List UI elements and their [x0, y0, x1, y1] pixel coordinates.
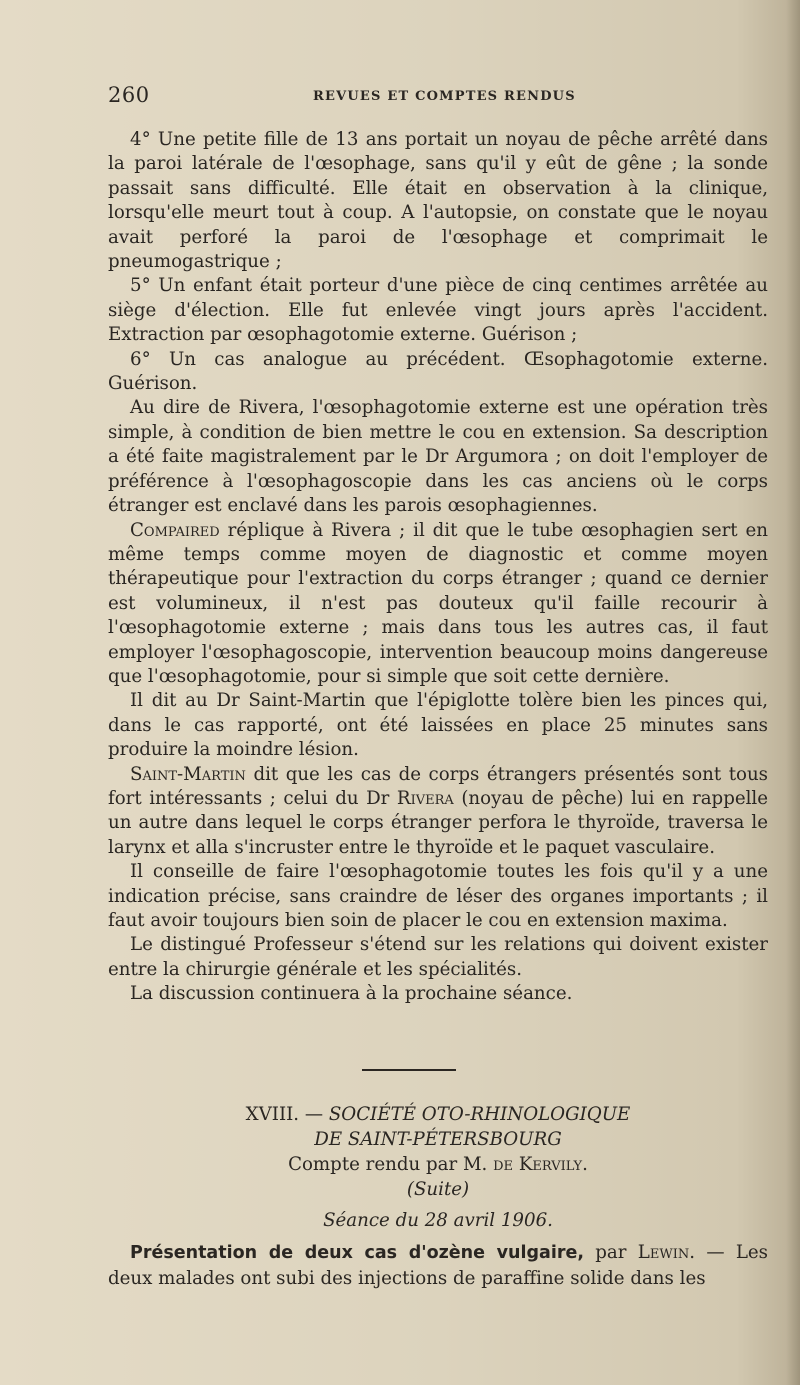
paragraph: Il dit au Dr Saint-Martin que l'épiglotte tolère bien les pinces qui, dans le cas rapporté, ont été laissées en place 25 minutes sans produire la moindre lésion.: [108, 690, 768, 761]
case-heading: Présentation de deux cas d'ozène vulgaire,: [130, 1243, 584, 1263]
society-city: DE SAINT-PÉTERSBOURG: [314, 1129, 562, 1150]
paragraph-text: — Les deux malades ont subi des injections de paraffine solide dans les: [108, 1242, 768, 1289]
section-numeral: XVIII. —: [245, 1104, 329, 1125]
paragraph-text: réplique à Rivera ; il dit que le tube œsophagien sert en même temps comme moyen de diagnostic et comme moyen thérapeutique pour l'extraction du corps étranger ; quand ce dernier est volumineux, il n'est pas douteux qu'il faille recourir à l'œsophagotomie externe ; mais dans tous les autres cas, il faut employer l'œsophagoscopie, intervention beaucoup moins dangereuse que l'œsophagotomie, pour si simple que soit cette dernière.: [108, 519, 768, 687]
cited-name: Rivera: [396, 787, 454, 809]
paragraph: 5° Un enfant était porteur d'une pièce de cinq centimes arrêtée au siège d'élection. Elle fut enlevée vingt jours après l'accident. Extraction par œsophagotomie externe. Guérison ;: [108, 275, 768, 346]
suite-label: (Suite): [406, 1179, 470, 1200]
paragraph: Le distingué Professeur s'étend sur les relations qui doivent exister entre la chirurgie générale et les spécialités.: [108, 934, 768, 980]
section-divider: [362, 1069, 456, 1071]
page-edge-shadow: [786, 0, 800, 1385]
paragraph-saint-martin: [108, 763, 768, 861]
speaker-name: Compaired: [130, 519, 220, 541]
paragraph: 4° Une petite fille de 13 ans portait un noyau de pêche arrêté dans la paroi latérale de l'œsophage, sans qu'il y eût de gêne ; la sonde passait sans difficulté. Elle était en observation à la clinique, lorsqu'elle meurt tout à coup. A l'autopsie, on constate que le noyau avait perforé la paroi de l'œsophage et comprimait le pneumogastrique ;: [108, 129, 768, 273]
section-body: [108, 1240, 768, 1291]
report-prefix: Compte rendu par M.: [288, 1154, 494, 1175]
paragraph-text: (noyau de pêche) lui en rappelle un autre dans lequel le corps étranger perfora le thyroïde, traversa le larynx et alla s'incruster entre le thyroïde et le paquet vasculaire.: [108, 787, 768, 858]
paragraph: 6° Un cas analogue au précédent. Œsophagotomie externe. Guérison.: [108, 348, 768, 395]
section-heading: [108, 1102, 768, 1233]
section-title-line-1: [108, 1102, 768, 1127]
article-body: [108, 128, 768, 1007]
running-head: REVUES ET COMPTES RENDUS: [313, 89, 576, 104]
paragraph: [108, 1240, 768, 1291]
paragraph: La discussion continuera à la prochaine séance.: [130, 983, 573, 1005]
by-word: par: [583, 1242, 638, 1263]
page-number: 260: [108, 83, 150, 107]
seance-date: Séance du 28 avril 1906.: [323, 1210, 553, 1231]
paragraph-text: dit que les cas de corps étrangers présentés sont tous fort intéressants ; celui du Dr: [108, 763, 768, 809]
reporter-name: de Kervily.: [493, 1154, 588, 1175]
society-name: SOCIÉTÉ OTO-RHINOLOGIQUE: [328, 1104, 631, 1125]
paragraph-compaired: [108, 519, 768, 690]
author-name: Lewin.: [637, 1242, 696, 1263]
page-header: [108, 83, 768, 109]
paragraph: Il conseille de faire l'œsophagotomie toutes les fois qu'il y a une indication précise, sans craindre de léser des organes importants ; il faut avoir toujours bien soin de placer le cou en extension maxima.: [108, 861, 768, 931]
paragraph: Au dire de Rivera, l'œsophagotomie externe est une opération très simple, à condition de bien mettre le cou en extension. Sa description a été faite magistralement par le Dr Argumora ; on doit l'employer de préférence à l'œsophagoscopie dans les cas anciens où le corps étranger est enclavé dans les parois œsophagiennes.: [108, 397, 768, 517]
report-credit: [108, 1152, 768, 1177]
speaker-name: Saint-Martin: [130, 763, 246, 785]
